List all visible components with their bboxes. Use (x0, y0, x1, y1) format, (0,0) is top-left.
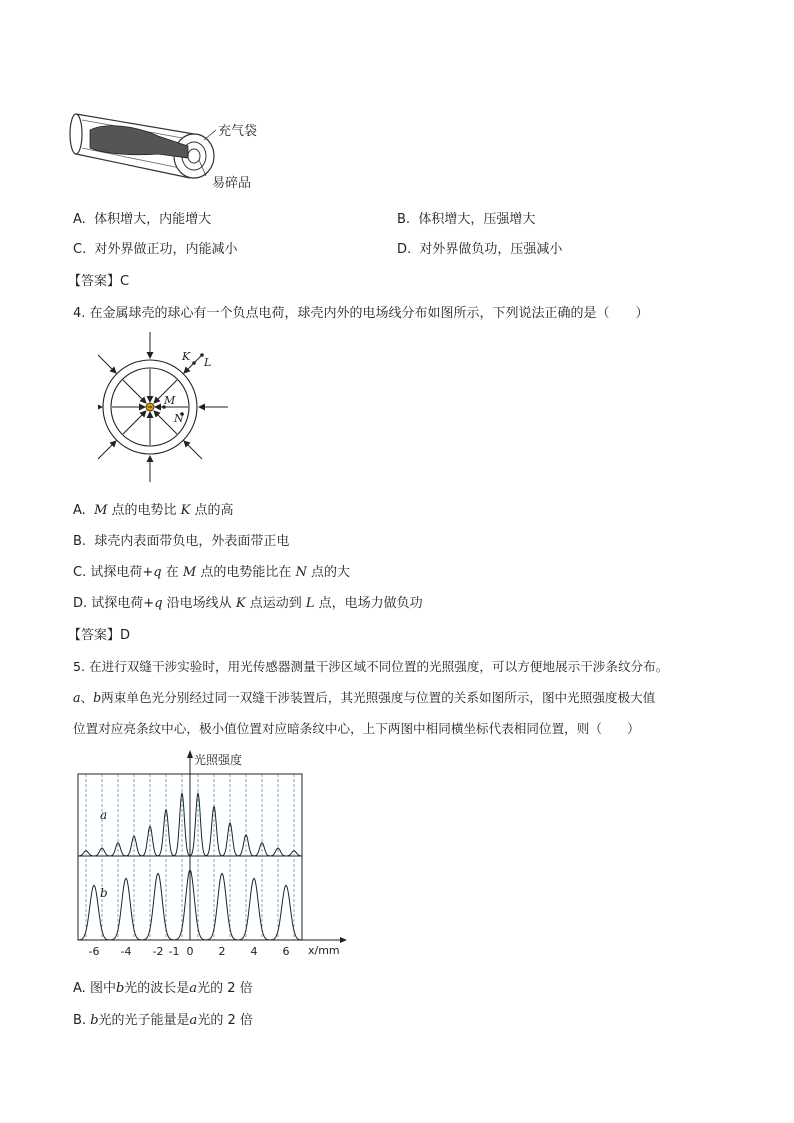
label-air-bag: 充气袋 (218, 124, 258, 139)
option-text-2: 光的光子能量是 (98, 1013, 190, 1028)
var-l: L (305, 596, 315, 611)
x-tick-label: -2 (152, 945, 164, 958)
x-tick-label: -4 (120, 945, 132, 958)
label-k: K (182, 350, 191, 363)
var-q: q (153, 565, 162, 580)
option-text-2: 光的波长是 (124, 981, 190, 996)
q3-option-b[interactable] (397, 208, 535, 227)
option-key: D. (73, 596, 88, 611)
option-text-1: 点的电势比 (111, 503, 177, 518)
q4-option-a[interactable] (73, 499, 234, 518)
option-text-1: 试探电荷+ (90, 565, 154, 580)
q4-option-c[interactable] (73, 561, 350, 580)
option-key: C. (73, 565, 87, 580)
chart-svg (70, 748, 360, 962)
x-tick-label: -6 (88, 945, 100, 958)
x-axis-arrow (340, 937, 347, 943)
option-text-2: 沿电场线从 (166, 596, 232, 611)
q5-option-b[interactable] (73, 1009, 253, 1028)
q5-line-1: 5. 在进行双缝干涉实验时，用光传感器测量干涉区域不同位置的光照强度，可以方便地展示干涉条纹分布。 (73, 659, 669, 674)
figure-q3 (66, 96, 266, 192)
x-axis-label: x/mm (308, 944, 340, 957)
interference-chart (70, 748, 360, 962)
option-text: 体积增大，内能增大 (94, 212, 212, 227)
var-b: b (90, 1013, 99, 1028)
q4-option-d[interactable] (73, 592, 423, 611)
series-b-label: b (100, 886, 108, 900)
option-key: B. (73, 534, 87, 549)
option-text-3: 光的 2 倍 (197, 1013, 253, 1028)
y-axis-arrow (187, 750, 193, 758)
option-key: A. (73, 212, 86, 227)
option-text: 球壳内表面带负电，外表面带正电 (94, 534, 290, 549)
x-tick-label: 6 (282, 945, 290, 958)
option-text-4: 点的大 (311, 565, 351, 580)
option-text: 对外界做正功，内能减小 (94, 242, 238, 257)
label-fragile-item: 易碎品 (212, 176, 252, 191)
var-k: K (235, 596, 246, 611)
var-m: M (182, 565, 197, 580)
q3-option-d[interactable] (397, 238, 562, 257)
option-key: A. (73, 503, 86, 518)
q5-line-3: 位置对应亮条纹中心，极小值位置对应暗条纹中心，上下两图中相同横坐标代表相同位置，则（ ） (73, 721, 640, 736)
q5-option-a[interactable] (73, 977, 253, 996)
option-key: D. (397, 242, 412, 257)
var-n: N (295, 565, 307, 580)
q4-option-b[interactable] (73, 530, 289, 549)
var-m: M (94, 503, 108, 518)
var-b: b (93, 690, 102, 705)
var-q: q (154, 596, 163, 611)
var-a: a (189, 1013, 198, 1028)
separator: 、 (80, 690, 94, 705)
label-l: L (204, 356, 212, 369)
x-tick-label: -1 (168, 945, 180, 958)
option-key: B. (397, 212, 411, 227)
option-text-2: 点的高 (194, 503, 234, 518)
var-a: a (189, 981, 198, 996)
option-key: B. (73, 1013, 87, 1028)
option-text: 对外界做负功，压强减小 (419, 242, 563, 257)
option-text-3: 光的 2 倍 (197, 981, 253, 996)
option-text-3: 点运动到 (249, 596, 302, 611)
metal-shell-field-diagram (98, 330, 232, 490)
q4-answer: 【答案】D (68, 628, 131, 643)
x-tick-label: 4 (250, 945, 258, 958)
y-axis-label: 光照强度 (194, 753, 243, 767)
q3-option-c[interactable] (73, 238, 238, 257)
option-key: C. (73, 242, 87, 257)
var-k: K (180, 503, 191, 518)
var-a: a (73, 690, 81, 705)
var-b: b (115, 981, 125, 996)
figure-q4 (98, 330, 232, 490)
option-text-4: 点，电场力做负功 (318, 596, 423, 611)
option-text-1: 图中 (89, 981, 116, 996)
line-2-text: 两束单色光分别经过同一双缝干涉装置后，其光照强度与位置的关系如图所示，图中光照强度极大值 (101, 690, 656, 705)
option-text-1: 试探电荷+ (91, 596, 155, 611)
option-text-2: 在 (165, 565, 179, 580)
x-tick-label: 0 (186, 945, 194, 958)
series-a-label: a (100, 808, 108, 822)
q4-stem: 4. 在金属球壳的球心有一个负点电荷，球壳内外的电场线分布如图所示，下列说法正确的是（ ） (73, 306, 649, 321)
q5-line-2 (73, 687, 655, 706)
q3-answer: 【答案】C (68, 274, 130, 289)
x-tick-label: 2 (218, 945, 226, 958)
label-m: M (164, 394, 176, 407)
q3-option-a[interactable] (73, 208, 211, 227)
label-n: N (174, 412, 184, 425)
option-text: 体积增大，压强增大 (418, 212, 536, 227)
option-key: A. (73, 981, 86, 996)
option-text-3: 点的电势能比在 (200, 565, 292, 580)
